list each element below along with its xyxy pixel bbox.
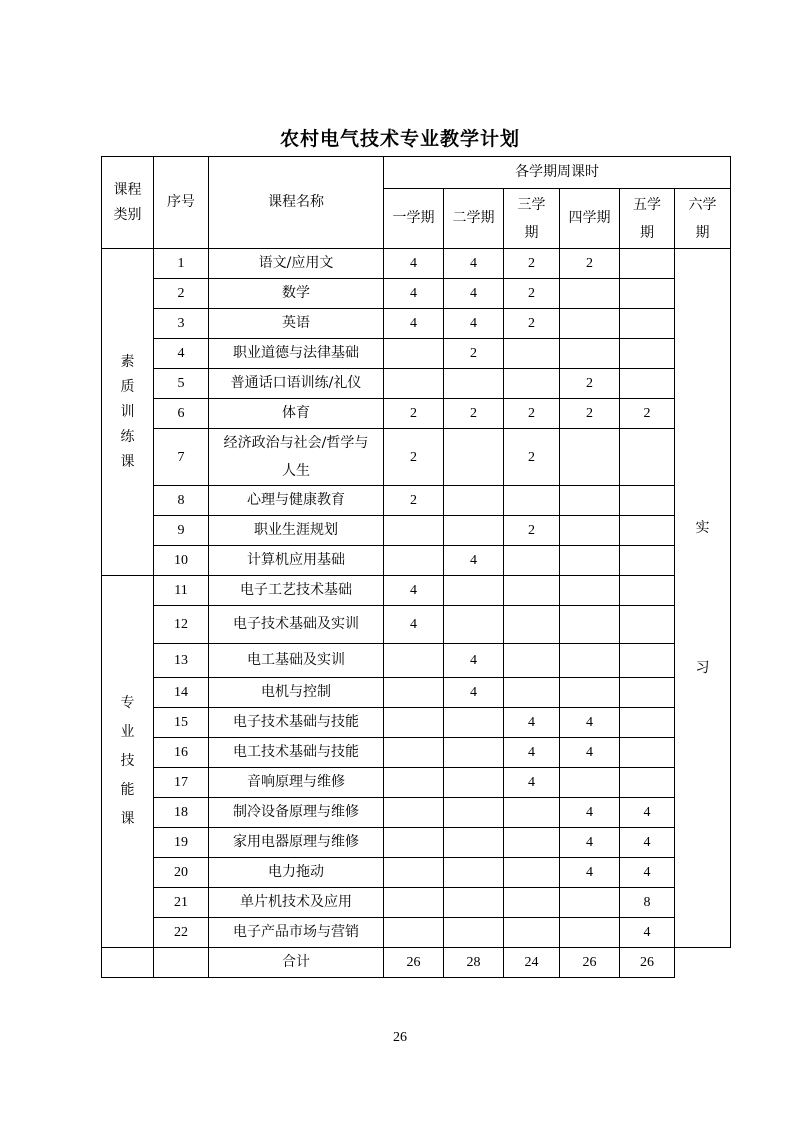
hours-term-1: 2 [384,486,444,516]
hours-term-2 [444,369,504,399]
table-row [102,249,731,279]
header-category [102,157,154,249]
page-title: 农村电气技术专业教学计划 [279,128,520,150]
hours-term-1: 4 [384,279,444,309]
row-index: 2 [154,279,209,309]
table-row [102,429,731,486]
hours-term-4 [560,576,620,606]
hours-term-5 [620,546,675,576]
row-index: 3 [154,309,209,339]
row-index: 18 [154,798,209,828]
row-index: 10 [154,546,209,576]
row-index: 7 [154,429,209,486]
hours-term-5: 4 [620,858,675,888]
header-category-text: 课程 类别 [113,181,142,223]
hours-term-4 [560,678,620,708]
course-name: 职业生涯规划 [209,516,384,546]
course-name: 计算机应用基础 [209,546,384,576]
header-weekly-hours: 各学期周课时 [384,157,731,189]
hours-term-2: 4 [444,249,504,279]
hours-term-1 [384,918,444,948]
course-name: 心理与健康教育 [209,486,384,516]
hours-term-4 [560,429,620,486]
total-empty-cell [102,948,154,978]
header-term-1: 一学期 [384,189,444,249]
hours-term-4 [560,644,620,678]
hours-term-1 [384,644,444,678]
hours-term-1: 2 [384,429,444,486]
row-index: 14 [154,678,209,708]
course-name: 电工技术基础与技能 [209,738,384,768]
row-index: 22 [154,918,209,948]
course-name: 数学 [209,279,384,309]
table-row [102,399,731,429]
hours-term-5 [620,606,675,644]
table-row [102,644,731,678]
table-row [102,858,731,888]
table-row [102,486,731,516]
hours-term-3: 4 [504,708,560,738]
hours-term-4 [560,918,620,948]
course-name: 体育 [209,399,384,429]
table-row [102,516,731,546]
hours-term-1: 2 [384,399,444,429]
hours-term-2 [444,858,504,888]
hours-term-4 [560,309,620,339]
hours-term-1 [384,888,444,918]
course-name: 电力拖动 [209,858,384,888]
hours-term-1: 4 [384,606,444,644]
course-name: 电子技术基础与技能 [209,708,384,738]
hours-term-3 [504,828,560,858]
table-row [102,708,731,738]
category-label: 专 业 技 能 课 [120,695,135,827]
category-label: 素 质 训 练 课 [120,353,135,470]
table-row [102,678,731,708]
hours-term-4: 2 [560,399,620,429]
hours-term-1 [384,828,444,858]
header-term-5 [620,189,675,249]
hours-term-3 [504,858,560,888]
hours-term-2: 2 [444,339,504,369]
hours-term-1 [384,369,444,399]
hours-term-3 [504,486,560,516]
hours-term-5 [620,708,675,738]
hours-term-3: 4 [504,768,560,798]
hours-term-4: 4 [560,798,620,828]
hours-term-4 [560,516,620,546]
header-term-5-text: 五学 期 [633,196,661,241]
hours-term-3 [504,678,560,708]
hours-term-2 [444,768,504,798]
hours-term-5 [620,429,675,486]
table-row [102,918,731,948]
hours-term-2: 4 [444,678,504,708]
row-index: 4 [154,339,209,369]
row-index: 20 [154,858,209,888]
course-name: 语文/应用文 [209,249,384,279]
hours-term-5 [620,369,675,399]
hours-term-2 [444,516,504,546]
hours-term-3: 2 [504,279,560,309]
header-term-4: 四学期 [560,189,620,249]
hours-term-4: 4 [560,738,620,768]
row-index: 12 [154,606,209,644]
row-index: 6 [154,399,209,429]
hours-term-3 [504,546,560,576]
hours-term-1 [384,708,444,738]
page-number: 26 [393,1030,407,1045]
hours-term-5 [620,576,675,606]
hours-term-2 [444,429,504,486]
hours-term-4: 4 [560,828,620,858]
hours-term-3: 2 [504,516,560,546]
total-empty-cell [154,948,209,978]
hours-term-5: 2 [620,399,675,429]
row-index: 16 [154,738,209,768]
hours-term-1 [384,738,444,768]
row-index: 15 [154,708,209,738]
total-term-4: 26 [560,948,620,978]
hours-term-5 [620,339,675,369]
practice-cell [675,249,731,948]
total-term-1: 26 [384,948,444,978]
category-professional [102,576,154,948]
row-index: 1 [154,249,209,279]
hours-term-4 [560,486,620,516]
hours-term-1 [384,798,444,828]
hours-term-3 [504,798,560,828]
hours-term-1: 4 [384,249,444,279]
hours-term-3 [504,888,560,918]
teaching-plan-table [101,156,731,978]
hours-term-3: 2 [504,429,560,486]
hours-term-2 [444,918,504,948]
hours-term-5 [620,516,675,546]
table-row [102,738,731,768]
hours-term-4 [560,888,620,918]
table-row [102,546,731,576]
hours-term-2: 2 [444,399,504,429]
table-row [102,828,731,858]
hours-term-5 [620,486,675,516]
total-label: 合计 [209,948,384,978]
header-index: 序号 [154,157,209,249]
table-row [102,888,731,918]
hours-term-3: 2 [504,309,560,339]
hours-term-5 [620,249,675,279]
hours-term-4: 2 [560,249,620,279]
row-index: 17 [154,768,209,798]
row-index: 13 [154,644,209,678]
header-term-6-text: 六学 期 [688,196,717,241]
row-index: 11 [154,576,209,606]
table-row [102,798,731,828]
table-row [102,279,731,309]
hours-term-5: 8 [620,888,675,918]
course-name: 职业道德与法律基础 [209,339,384,369]
table-row [102,369,731,399]
header-term-6 [675,189,731,249]
hours-term-1 [384,678,444,708]
hours-term-3: 2 [504,399,560,429]
hours-term-4: 4 [560,858,620,888]
hours-term-4 [560,339,620,369]
hours-term-2 [444,828,504,858]
practice-label: 实 习 [695,520,710,676]
header-term-2: 二学期 [444,189,504,249]
hours-term-5: 4 [620,798,675,828]
table-row [102,606,731,644]
row-index: 5 [154,369,209,399]
row-index: 21 [154,888,209,918]
hours-term-4: 4 [560,708,620,738]
hours-term-5 [620,309,675,339]
header-course-name: 课程名称 [209,157,384,249]
hours-term-3 [504,339,560,369]
total-term-3: 24 [504,948,560,978]
course-name: 普通话口语训练/礼仪 [209,369,384,399]
course-name: 电机与控制 [209,678,384,708]
table-row [102,576,731,606]
table-row [102,309,731,339]
hours-term-4 [560,768,620,798]
hours-term-4 [560,606,620,644]
hours-term-2: 4 [444,546,504,576]
total-term-2: 28 [444,948,504,978]
hours-term-5 [620,738,675,768]
course-name: 电子产品市场与营销 [209,918,384,948]
hours-term-3 [504,918,560,948]
hours-term-1 [384,768,444,798]
course-name: 电子工艺技术基础 [209,576,384,606]
course-name: 英语 [209,309,384,339]
hours-term-2 [444,708,504,738]
hours-term-2: 4 [444,279,504,309]
table-row [102,339,731,369]
total-row [102,948,731,978]
hours-term-1 [384,516,444,546]
hours-term-1: 4 [384,309,444,339]
course-name: 音响原理与维修 [209,768,384,798]
hours-term-3 [504,369,560,399]
hours-term-5: 4 [620,828,675,858]
course-name: 制冷设备原理与维修 [209,798,384,828]
hours-term-2 [444,606,504,644]
hours-term-5: 4 [620,918,675,948]
hours-term-2 [444,798,504,828]
table-row [102,768,731,798]
row-index: 19 [154,828,209,858]
category-general [102,249,154,576]
hours-term-1 [384,339,444,369]
course-name: 单片机技术及应用 [209,888,384,918]
course-name: 经济政治与社会/哲学与人生 [209,429,384,486]
hours-term-3: 2 [504,249,560,279]
hours-term-3 [504,576,560,606]
hours-term-4 [560,546,620,576]
total-term-5: 26 [620,948,675,978]
hours-term-2 [444,486,504,516]
row-index: 8 [154,486,209,516]
hours-term-2 [444,738,504,768]
hours-term-5 [620,279,675,309]
course-name: 电子技术基础及实训 [209,606,384,644]
hours-term-2: 4 [444,644,504,678]
hours-term-3: 4 [504,738,560,768]
hours-term-2: 4 [444,309,504,339]
hours-term-1: 4 [384,576,444,606]
hours-term-5 [620,768,675,798]
hours-term-3 [504,644,560,678]
course-name: 家用电器原理与维修 [209,828,384,858]
hours-term-3 [504,606,560,644]
hours-term-4 [560,279,620,309]
hours-term-5 [620,644,675,678]
row-index: 9 [154,516,209,546]
hours-term-5 [620,678,675,708]
course-name: 电工基础及实训 [209,644,384,678]
hours-term-4: 2 [560,369,620,399]
hours-term-1 [384,546,444,576]
hours-term-2 [444,888,504,918]
header-term-3-text: 三学 期 [517,196,546,241]
hours-term-1 [384,858,444,888]
hours-term-2 [444,576,504,606]
header-term-3 [504,189,560,249]
